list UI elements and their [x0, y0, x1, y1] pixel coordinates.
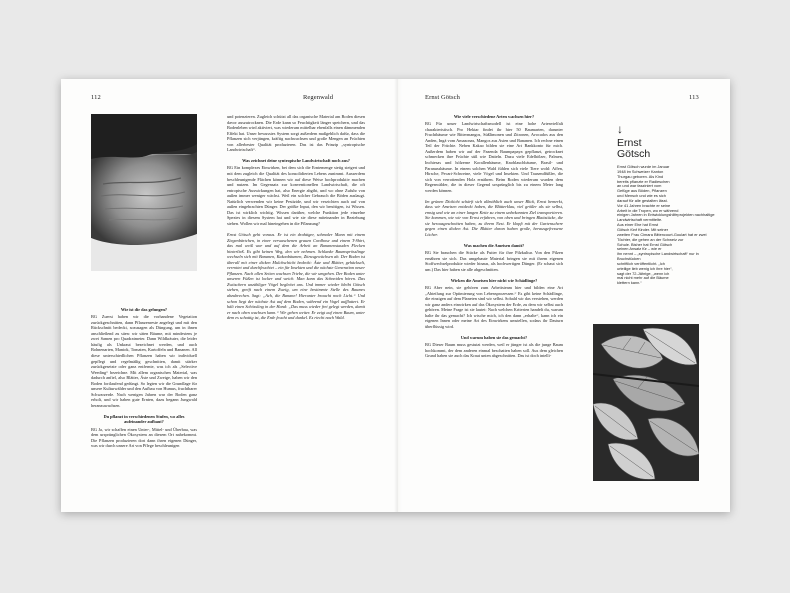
question: Was zeichnet deine syntropische Landwirtschaft noch aus?	[242, 158, 350, 164]
sidebar-biography: Ernst Götsch wurde im Januar 1948 im Schweizer Kanton Thurgau geboren. Als Kind bereits pflanzte er Radieschen an und war fasziniert vom Gefüge aus Böden, Pflanzen und Mensch und wie es sich darauf für alle gestalten lässt. Vor 41 Jahren brachte er seine Arbeit in die Tropen, wo er während einigen Jahren in Entwicklungshilfeprojekten nachhaltige Landwirtschaft vermittelte. Aus einer Ehe hat Ernst Götsch fünf Kinder. Mit seiner zweiten Frau Cimara Bittencourt-Goulart hat er zwei Töchter, die gehen an der Schweiz zur Schule. Bisher hat Ernst Götsch seinen Ansatz für – wie er ihn nennt – „syntropische Landwirtschaft“ nur in Bruchstücken schriftlich veröffentlicht. „Ich urteilige lieb wenig ich ihre hier“, sagt der 72-Jährige, „wenn ich mal nicht mehr auf die Bäume klettern kann.“	[617, 164, 715, 286]
answer-paragraph: BG Aber nein, sie gehören zum Arbeitsteam hier und bilden eine Art „Abteilung zur Optimierung von Lebensprozessen.“ Es gibt keine Schädlinge, die einzigen auf dem Planeten sind wir selbst. Sobald wir das verstehen, werden wir ganz anders einwirken auf das Ökosystem der Erde, zu dem wir selbst auch gehören. Meine Frage ist sie lautet: Nach welchen Kriterien handelt du, warum halte ihr das gemacht? Ich wische mich, ich den dann „erhalte“, kann ich ein eigenen Innen oder meine Art des Einwirkens umstellen, sodass ihr Dasturn überflüssig wird.	[425, 285, 563, 329]
book-spread	[61, 79, 730, 512]
question: Wirken die Ameisen hier nicht wie Schädlinge?	[450, 277, 538, 283]
left-column-text	[91, 307, 197, 505]
leaves-photo	[593, 324, 699, 481]
answer-paragraph: BG Zuerst haben wir die vorhandene Vegetation zurückgeschnitten, dann Pflanzenreste angelegt und mit den Rückschnitt bedeckt, sozusagen als Düngung, um in ihnen anschließend zu säen: wir säten Bäume, mit mindestens je zwei Samen pro Quadratmeter. Dann Wildkräuter, die leider häufig als Unkraut bezeichnet werden, und auch Bohnenarten, Maniok, Tomaten, Kartoffeln und Bananen. All diese unterschiedlichen Pflanzen haben wir individuell gepflegt und regelmäßig geschnitten, damit stärker zurückgesetzte oder ganz entfernte, was ich als „Selective Weeding“ bezeichne. Mit allem organischen Material, was dadurch anfiel, also Blätter, Äste und Zweige, haben wir den Boden fortlaufend gedüngt. So legten wir die Grundlage für unsere Kulturwälder und den Aufbau von Humus, fruchtbarer Schwarzerde. Nach wenigen Jahren war der Boden ganz erholt, und wir haben gute Ernten, dazu begann Jungwald heranzuwachsen.	[91, 314, 197, 408]
right-page-number: 113	[689, 94, 699, 101]
right-column-text	[425, 114, 563, 507]
left-page-number: 112	[91, 94, 101, 101]
question: Wie viele verschiedene Arten wachsen hier?	[453, 114, 535, 119]
arrow-down-icon: ↓	[617, 122, 623, 136]
answer-paragraph: BG Sie brauchen die Stücke als Futter für ihre Pilzkultur. Von den Pilzen ernähren sie sich. Das umgebaute Material bringen sie mit ihrem eigenen Stoffwechselprodukte wieder hinaus, als hochwertigen Dünger. (Er schaut sich um.) Das hier haben sie alle abgeschnitten.	[425, 250, 563, 272]
neck-photo	[91, 114, 197, 271]
answer-paragraph: BG Ja, wir schaffen einen Unter-, Mittel- und Überbau, was dem ursprünglichen Ökosystem an diesem Ort nahekommt. Die Pflanzen produzieren dort dann ihren eigenen Dünger, was wir durch unsere Art von Pflege beschleunigen	[91, 426, 197, 449]
middle-left-column-text	[227, 114, 365, 507]
question: Was machen die Ameisen damit?	[463, 243, 525, 249]
biography-sidebar	[617, 124, 717, 286]
book-gutter	[394, 79, 402, 512]
question: Du pflanzt in verschiedenen Stufen, wo alles aufeinander aufbaut?	[103, 413, 185, 425]
answer-paragraph: BG Dieser Baum muss gestutzt werden, weil er jünger ist als die junge Baum hochkommt, der dem anderen einmal beschatten haben soll. Aus dem gleichen Grund haben sie auch das Kraut unten abgeschnitten. Das ist doch intelli-	[425, 342, 563, 359]
sidebar-name-first: Ernst	[617, 137, 642, 149]
answer-paragraph: BG Ein komplexes Einwirken, bei dem sich die Erntemenge stetig steigert und mit dem zugleich die Qualität des konsolidierten Lebens zunimmt. Ausserdem beschleunigende Flächen können wir auf diese Weise hochproduktiv machen und nutzen. Im Gegensatz zur konventionellen Landwirtschaft, die oft entropische Auswirkungen hat, also Energie abgibt, und wo ohne Zufuhr von außen immer weniger wächst. Weil ein solcher Gebrauch die Böden auslaugt. Natürlich verwenden wir keine Pestizide, und wir verzichten auch auf von außen eingebrachten Dünger. Der größte Input, den wir benötigen, ist Wissen. Das ist wirklich wichtig. Wissen darüber, welche Funktion jede einzelne Spezies in diesem System hat und wie sie diese miteinander in Beziehung stehen. Wollen wir mal hineingehen in die Pflanzung?	[227, 165, 365, 226]
question: Und warum haben sie das gemacht?	[460, 334, 528, 340]
left-running-title: Regenwald	[303, 94, 334, 101]
question: Wie ist dir das gelungen?	[120, 307, 168, 312]
right-running-title: Ernst Götsch	[425, 94, 460, 101]
answer-paragraph: BG Für unser Landwirtschaftsmodell ist eine hohe Artenvielfalt charakteristisch. Pro Hektar findet ihr hier 50 Baumarten, darunter Fruchtbäume wie Bittermangos, Süßlimonen und Zitronen, Avocados aus den Anden, Ingá vom Amazonas, Mangos aus Asien und Bananen. Ich rechne einen Teil der Früchte. Neben Kakao bilden sie eine Art Bankkonto für mich. Außerdem haben wir auf der Fazenda Baumpapaya gepflanzt, getrocknet schmecken ihre Früchte süß wie Datteln. Dazu viele Edelhölzer, Palmen, Inchiesas und hölzerne Korallenbäume, Knoblauchbäume, Brasil- und Paranussbäume. In einem solchen Wald fühlen sich viele Tiere wohl: Affen, Hirsche, Pecari-Schweine, viele Vögel und Insekten. Und Tausendfüßler, die sich von verrottenden Holz ernähren. Beim Roden wiederum wurden dem Regenwälder, die in dieser Gegend ursprünglich bis zu einem Meter lang werden können.	[425, 121, 563, 193]
narrative-paragraph: Ernst Götsch geht voraus. Er ist ein drahtiger, schmaler Mann mit einem Ziegenbärtchen, in einer verwaschenen grauen Cordhose und einem T-Shirt, das mal weiß war und auf dem die Arbeit an Bananenstauden Flecken hinterließ. Es gibt keinen Weg, den wir nehmen. Schlanke Baumsprösslinge wechseln sich mit Bananen, Kakaobäumen, Zitrusgewächsen ab. Der Boden ist überall mit einer dicken Mulchschicht bedeckt: Äste und Blätter, gehäckselt, verrottet und durchfeuchtet – ein für Insekten und die nächste Generation neuer Pflanzen. Nach allen Seiten wachsen Triebe, die wir umgehen. Der Boden unter unseren Füßen ist locker und weich. Man kann das Schneiden hören. Das Zwitschern unzähliger Vögel begleitet uns. Und immer wieder bleibt Götsch stehen, greift nach einem Zweig, um eine bestimmte Stelle des Baumes abzubrechen. Sagt: „Ach, die Banane! Hierunter braucht noch Licht.“ Und schon liegt der nächste Ast auf dem Boden, während ein Vogel aufflattert. Er hält einen Schössling in der Hand: „Das muss wieder frei gelegt werden, damit er nach oben wachsen kann.“ Wir gehen weiter. Er zeigt auf einen Baum, unter dem es schattig ist, die Erde feucht und dunkel. Es riecht nach Wald.	[227, 231, 365, 321]
sidebar-name-last: Götsch	[617, 147, 651, 160]
paragraph: und potenzieren. Zugleich schützt all das organische Material am Boden diesen davor auszutrocknen. Die Erde kann so Feuchtigkeit länger speichern, und das Bodenleben wird aktiviert, was wiederum mittelbar ebenfalls einen dämmenden Effekt hat. Unser bewusstes System sorgt außerdem maßgeblich dafür, dass die Pflanzen sich verjüngen, kräftig nachwachsen und große Mengen an Früchten von allerbester Qualität produzieren. Das ist das Prinzip „syntropische Landwirtschaft“.	[227, 114, 365, 153]
narrative-paragraph: Im grünen Dickicht schärft sich allmählich auch unser Blick, Ernst bemerkt, dass wir Ameisen entdeckt haben, die Blätterklau, viel größer als sie selbst, emsig und wie an einer langen Kette zu einem unbekannten Ziel transportieren. Sie kommen, wie wir von Ernst erfahren, von oben und bringen Blattstücke, die sie herausgeschnitten haben, zu ihrem Nest. Er klopft mit der Gartenschere gegen einen dicken Ast. Die Blätter daran haben große, herausgefressene Löcher.	[425, 198, 563, 238]
